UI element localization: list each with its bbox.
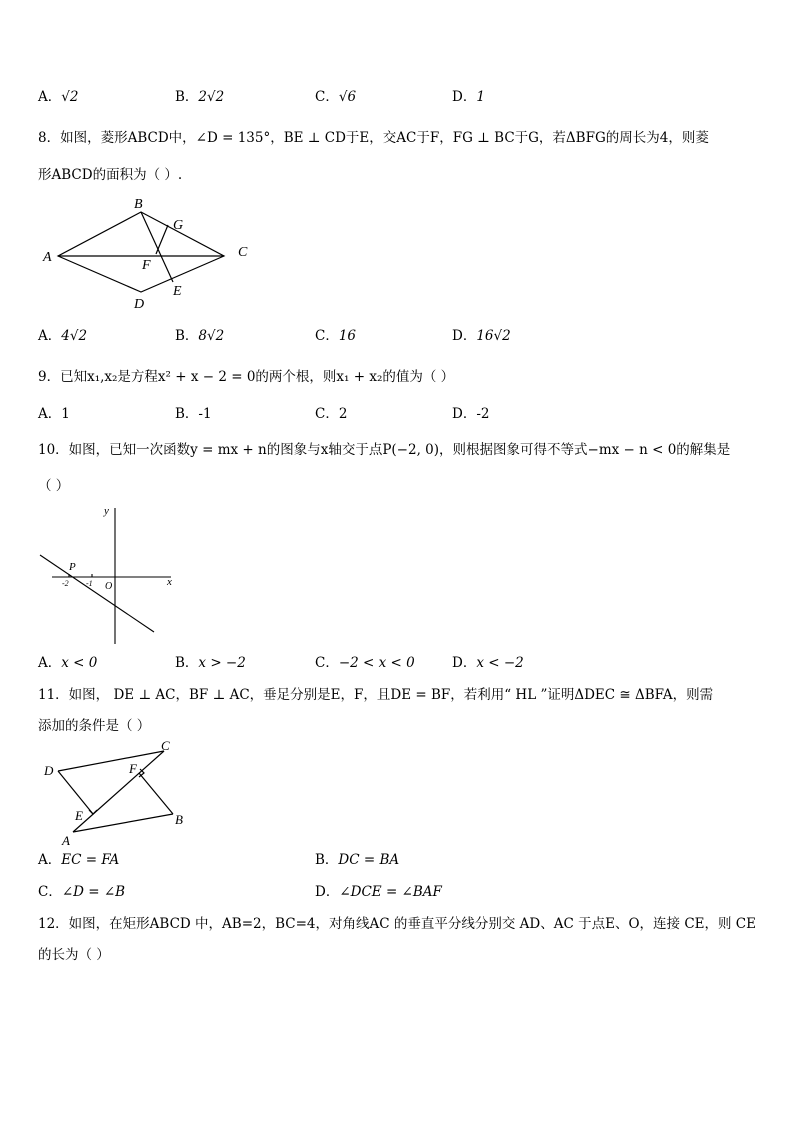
label-a: A bbox=[43, 250, 52, 265]
tick-label-minus2: -2 bbox=[62, 579, 69, 588]
q9-option-c: C．2 bbox=[315, 406, 348, 422]
function-line bbox=[40, 555, 154, 632]
point-p-label: P bbox=[69, 561, 76, 573]
q10-options bbox=[38, 653, 758, 673]
q7-option-c: C．√6 bbox=[315, 89, 357, 105]
right-angle-e bbox=[89, 810, 97, 814]
q8-option-d: D．16√2 bbox=[452, 328, 511, 344]
x-axis-label: x bbox=[167, 576, 172, 588]
q11-options-row2 bbox=[38, 882, 758, 902]
q10-linear-function-graph bbox=[36, 502, 181, 648]
q8-rhombus-figure bbox=[38, 196, 268, 314]
label-c: C bbox=[161, 738, 170, 753]
q8-question-line2: 形ABCD的面积为（ ）. bbox=[38, 167, 183, 183]
q10-question-line2: （ ） bbox=[38, 478, 70, 494]
q11-option-b: B．DC = BA bbox=[315, 852, 400, 868]
label-g: G bbox=[173, 218, 184, 233]
label-b: B bbox=[134, 197, 143, 212]
q8-option-a: A．4√2 bbox=[38, 328, 88, 344]
q8-option-b: B．8√2 bbox=[175, 328, 225, 344]
q11-question-line2: 添加的条件是（ ） bbox=[38, 718, 151, 734]
label-c: C bbox=[238, 245, 248, 260]
segment-ab bbox=[73, 814, 173, 832]
q12-question-line2: 的长为（ ） bbox=[38, 947, 110, 963]
q7-option-d: D．1 bbox=[452, 89, 485, 105]
q11-question-line1: 11．如图， DE ⊥ AC，BF ⊥ AC，垂足分别是E，F，且DE = BF，若利用“ HL ”证明ΔDEC ≅ ΔBFA，则需 bbox=[38, 687, 714, 703]
q11-option-d: D．∠DCE = ∠BAF bbox=[315, 884, 442, 900]
segment-ac bbox=[73, 751, 164, 832]
label-b: B bbox=[175, 812, 183, 827]
q10-question-line1: 10．如图，已知一次函数y = mx + n的图象与x轴交于点P(−2, 0)，则根据图象可得不等式−mx − n < 0的解集是 bbox=[38, 442, 731, 458]
q8-option-c: C．16 bbox=[315, 328, 357, 344]
label-f: F bbox=[142, 258, 151, 273]
q10-option-a: A．x < 0 bbox=[38, 655, 98, 671]
label-e: E bbox=[173, 284, 182, 299]
q9-option-a: A．1 bbox=[38, 406, 70, 422]
segment-fg bbox=[156, 225, 168, 254]
q11-options-row1 bbox=[38, 850, 758, 870]
label-d: D bbox=[134, 297, 145, 312]
q10-option-b: B．x > −2 bbox=[175, 655, 246, 671]
rhombus-abcd bbox=[58, 212, 224, 292]
q11-option-a: A．EC = FA bbox=[38, 852, 120, 868]
q12-question-line1: 12．如图，在矩形ABCD 中，AB=2，BC=4，对角线AC 的垂直平分线分别交 AD、AC 于点E、O，连接 CE，则 CE bbox=[38, 916, 756, 932]
q9-option-b: B．-1 bbox=[175, 406, 212, 422]
y-axis-label: y bbox=[104, 505, 109, 517]
label-d: D bbox=[44, 763, 54, 778]
segment-bf bbox=[139, 773, 173, 814]
q9-options bbox=[38, 404, 758, 424]
tick-label-minus1: -1 bbox=[86, 579, 93, 588]
q9-question-line1: 9．已知x₁,x₂是方程x² + x − 2 = 0的两个根，则x₁ + x₂的值为（ ） bbox=[38, 369, 455, 385]
q8-options bbox=[38, 326, 758, 346]
q9-option-d: D．-2 bbox=[452, 406, 490, 422]
label-f: F bbox=[129, 761, 137, 776]
label-e: E bbox=[75, 808, 83, 823]
q7-options bbox=[38, 87, 758, 107]
q10-option-d: D．x < −2 bbox=[452, 655, 524, 671]
q8-question-line1: 8．如图，菱形ABCD中，∠D = 135°，BE ⊥ CD于E，交AC于F，FG ⊥ BC于G，若ΔBFG的周长为4，则菱 bbox=[38, 130, 709, 146]
segment-dc bbox=[58, 751, 164, 771]
q10-option-c: C．−2 < x < 0 bbox=[315, 655, 415, 671]
label-a: A bbox=[62, 833, 70, 848]
q7-option-a: A．√2 bbox=[38, 89, 79, 105]
q11-triangles-figure bbox=[38, 738, 198, 848]
q7-option-b: B．2√2 bbox=[175, 89, 225, 105]
q11-option-c: C．∠D = ∠B bbox=[38, 884, 126, 900]
origin-label: O bbox=[105, 581, 113, 592]
